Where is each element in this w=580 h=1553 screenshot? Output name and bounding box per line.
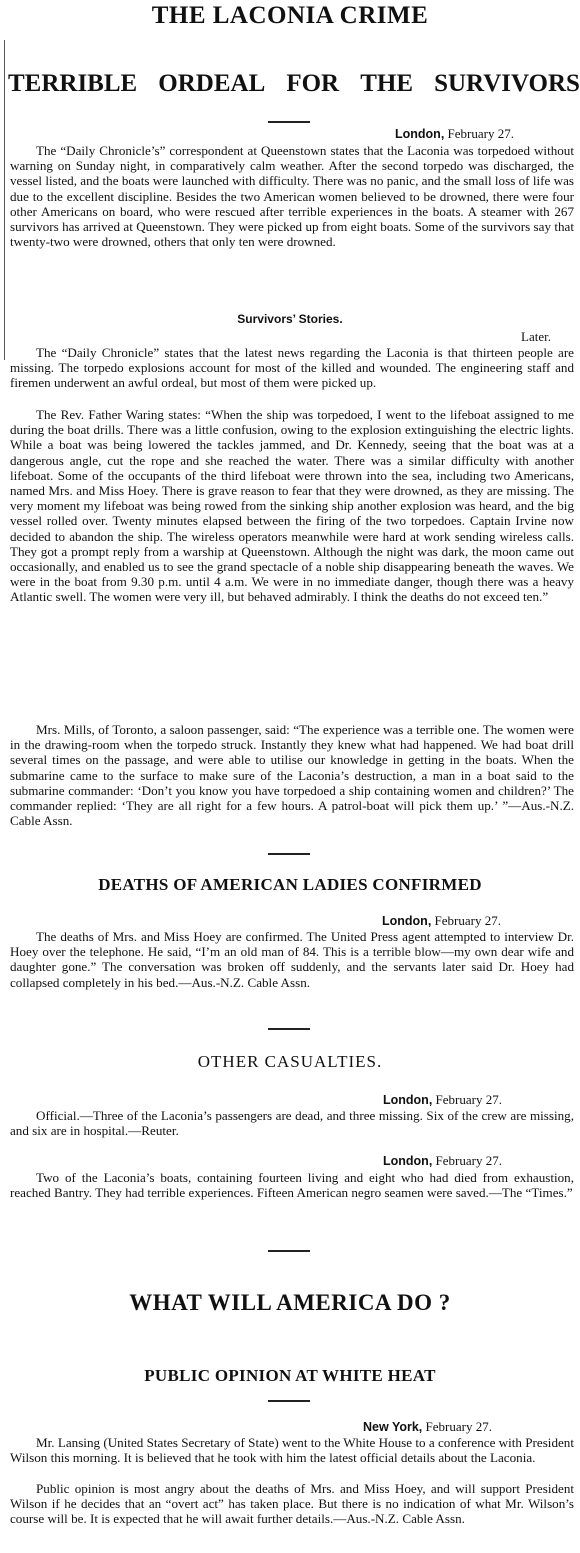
dateline-place: London, xyxy=(395,127,445,141)
section4-headline: WHAT WILL AMERICA DO ? xyxy=(129,1290,451,1315)
section3-headline: OTHER CASUALTIES. xyxy=(197,1052,383,1071)
dateline-later: Later. xyxy=(521,329,551,344)
dateline xyxy=(395,126,514,142)
article-paragraph: The “Daily Chronicle’s” correspondent at Queenstown states that the Laconia was torpedoed without warning on Sunday night, in comparatively calm weather. After the second torpedo was discharged, the vessel listed, and the boats were launched with difficulty. There was no panic, and the small loss of life was due to the excellent discipline. Besides the two American women believed to be drowned, there were four other Americans on board, who were rescued after terrible experiences in the boats. A steamer with 267 survivors has arrived at Queenstown. They were picked up from eight boats. Some of the survivors say that twenty-two were drowned, others that only ten were drowned. xyxy=(10,143,574,250)
dateline-date: February 27. xyxy=(447,126,514,141)
article-paragraph: Mr. Lansing (United States Secretary of State) went to the White House to a conference with President Wilson this morning. It is believed that he took with him the latest official details about the Laconia. xyxy=(10,1435,574,1466)
dateline-date: February 27. xyxy=(434,913,501,928)
section1-headline xyxy=(8,70,580,98)
subheading: Survivors’ Stories. xyxy=(237,312,343,326)
dateline xyxy=(363,1419,492,1435)
article-paragraph: Official.—Three of the Laconia’s passengers are dead, and three missing. Six of the crew are missing, and six are in hospital.—Reuter. xyxy=(10,1108,574,1139)
dateline-date: February 27. xyxy=(435,1153,502,1168)
section2-headline: DEATHS OF AMERICAN LADIES CONFIRMED xyxy=(98,875,482,894)
short-divider xyxy=(268,853,310,855)
section1-headline-word: FOR xyxy=(286,70,340,97)
section1-headline-word: THE xyxy=(360,70,413,97)
section1-headline-word: SURVIVORS xyxy=(434,70,580,97)
article-paragraph: The deaths of Mrs. and Miss Hoey are confirmed. The United Press agent attempted to interview Dr. Hoey over the telephone. He said, “I’m an old man of 84. This is a terrible blow—my own dear wife and daughter gone.” The conversation was broken off suddenly, and the servants later said Dr. Hoey had collapsed completely in his bed.—Aus.-N.Z. Cable Assn. xyxy=(10,929,574,990)
dateline-place: London, xyxy=(383,1093,433,1107)
dateline-place: New York, xyxy=(363,1420,423,1434)
dateline xyxy=(382,913,501,929)
article-paragraph: Two of the Laconia’s boats, containing fourteen living and eight who had died from exhaustion, reached Bantry. They had terrible experiences. Fifteen American negro seamen were saved.—The “Times.” xyxy=(10,1170,574,1201)
short-divider xyxy=(268,1250,310,1252)
main-headline: THE LACONIA CRIME xyxy=(151,2,429,29)
dateline xyxy=(383,1153,502,1169)
dateline-date: February 27. xyxy=(435,1092,502,1107)
section1-headline-word: ORDEAL xyxy=(158,70,266,97)
article-paragraph: Public opinion is most angry about the deaths of Mrs. and Miss Hoey, and will support President Wilson if he decides that an “overt act” has taken place. But there is no indication of what Mr. Wilson’s course will be. It is expected that he will await further details.—Aus.-N.Z. Cable Assn. xyxy=(10,1481,574,1527)
dateline-place: London, xyxy=(383,1154,433,1168)
section1-headline-word: TERRIBLE xyxy=(8,70,138,97)
short-divider xyxy=(268,1400,310,1402)
short-divider xyxy=(268,1028,310,1030)
dateline-date: February 27. xyxy=(425,1419,492,1434)
section4-subheadline: PUBLIC OPINION AT WHITE HEAT xyxy=(144,1366,436,1385)
article-paragraph: The Rev. Father Waring states: “When the ship was torpedoed, I went to the lifeboat assigned to me during the boat drills. There was a little confusion, owing to the explosion extinguishing the electric lights. While a boat was being lowered the tackles jammed, and Dr. Kennedy, seeing that the boat was at a dangerous angle, cut the rope and she reached the water. There was a similar difficulty with another lifeboat. Some of the occupants of the third lifeboat were thrown into the sea, including two Americans, named Mrs. and Miss Hoey. There is grave reason to fear that they were drowned, as they are missing. The very moment my lifeboat was being rowed from the sinking ship another explosion was heard, and the big vessel rolled over. Twenty minutes elapsed between the firing of the two torpedoes. Captain Irvine now decided to abandon the ship. The wireless operators meanwhile were hard at work sending wireless calls. They got a prompt reply from a warship at Queenstown. Although the night was dark, the moon came out occasionally, and enabled us to see the grand spectacle of a noble ship disappearing beneath the waves. We were in the boat from 9.30 p.m. until 4 a.m. We were in no immediate danger, though there was a heavy Atlantic swell. The women were very ill, but behaved admirably. I think the deaths do not exceed ten.” xyxy=(10,407,574,605)
dateline xyxy=(383,1092,502,1108)
article-paragraph: Mrs. Mills, of Toronto, a saloon passenger, said: “The experience was a terrible one. The women were in the drawing-room when the torpedo struck. Instantly they knew what had happened. We had boat drill several times on the passage, and were able to utilise our knowledge in getting in the boats. When the submarine came to the surface to make sure of the Laconia’s destruction, a man in a boat said to the submarine commander: ‘Don’t you know you have torpedoed a ship containing women and children?’ The commander replied: ‘They are all right for a few hours. A patrol-boat will pick them up.’ ”—Aus.-N.Z. Cable Assn. xyxy=(10,722,574,829)
dateline-place: London, xyxy=(382,914,432,928)
article-paragraph: The “Daily Chronicle” states that the latest news regarding the Laconia is that thirteen people are missing. The torpedo explosions account for most of the killed and wounded. The engineering staff and firemen underwent an awful ordeal, but most of them were picked up. xyxy=(10,345,574,391)
short-divider xyxy=(268,121,310,123)
